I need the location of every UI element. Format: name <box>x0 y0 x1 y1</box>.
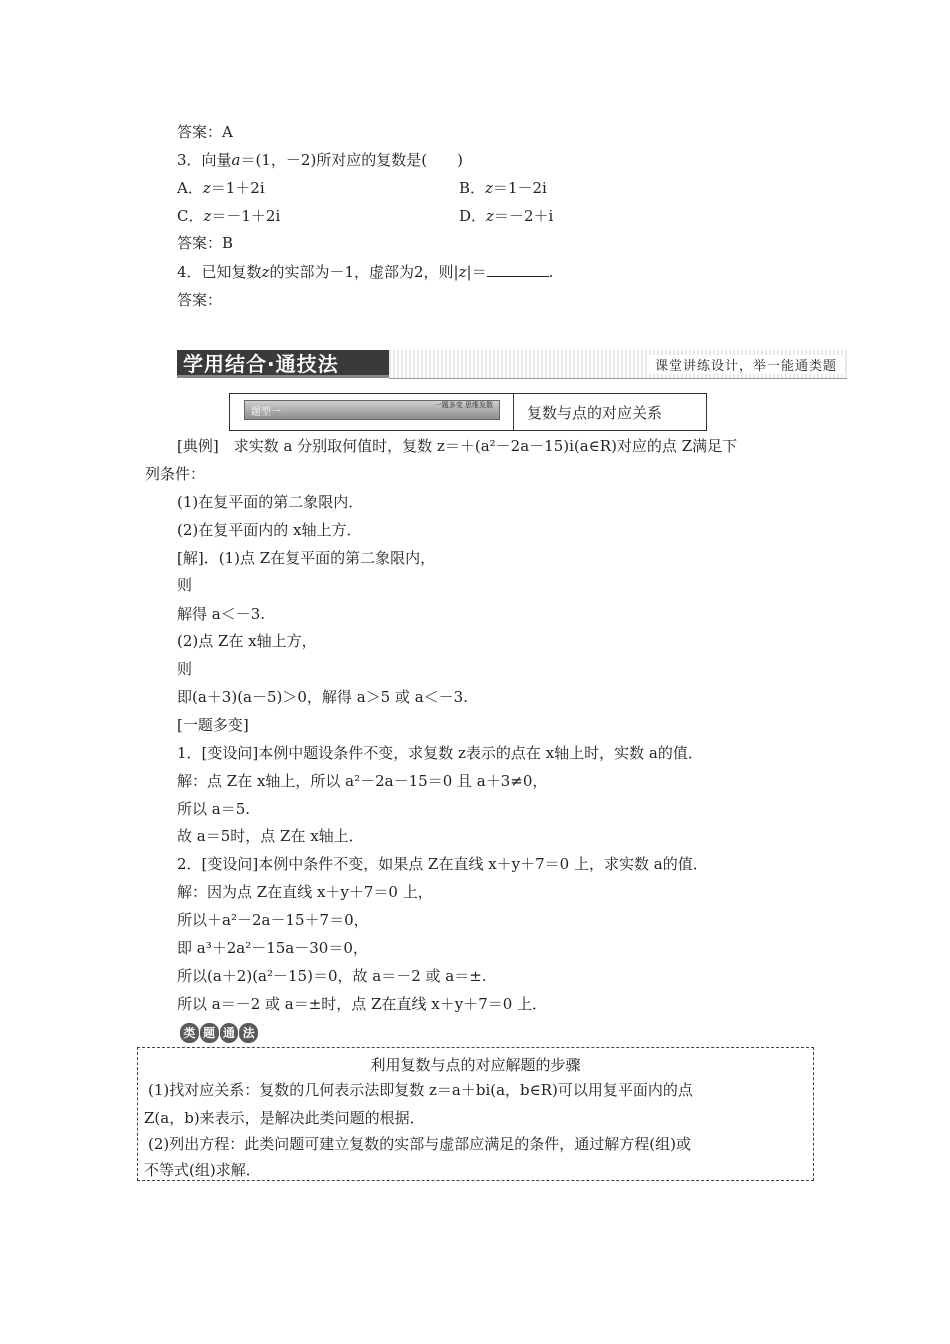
condition-2: (2)在复平面内的 x轴上方． <box>177 521 362 539</box>
opt-a-rest: ＝1＋2i <box>210 179 265 197</box>
example-line-2: 列条件： <box>145 465 206 483</box>
topic-divider <box>513 394 514 430</box>
option-c <box>177 206 280 226</box>
variant-1-sol-3: 故 a＝5时，点 Z在 x轴上． <box>177 827 364 845</box>
q3-text: 3．向量 <box>177 151 232 169</box>
variant-2-sol-5: 所以 a＝－2 或 a＝±时，点 Z在直线 x＋y＋7＝0 上． <box>177 995 548 1013</box>
topic-title: 复数与点的对应关系 <box>527 404 663 422</box>
opt-a-var: z <box>202 179 211 197</box>
q4-end: . <box>548 263 554 281</box>
solution-5: 则 <box>177 660 193 678</box>
opt-c-label: C． <box>177 207 204 225</box>
method-p2b: 不等式(组)求解． <box>144 1161 261 1179</box>
badge-char-4: 法 <box>239 1023 258 1043</box>
banner-stripe <box>389 350 847 379</box>
opt-d-rest: ＝－2＋i <box>493 207 554 225</box>
variants-heading: [一题多变] <box>177 716 249 734</box>
opt-c-var: z <box>203 207 212 225</box>
answer-blank <box>487 262 549 277</box>
variant-2-sol-2: 所以＋a²－2a－15＋7＝0， <box>177 911 369 929</box>
q4-b: 的实部为－1，虚部为2，则| <box>269 263 459 281</box>
topic-tag-note: 一题多变 思维发散 <box>434 401 493 409</box>
variant-1-sol-1: 解：点 Z在 x轴上，所以 a²－2a－15＝0 且 a＋3≠0， <box>177 772 548 790</box>
question-3 <box>177 150 463 170</box>
opt-d-label: D． <box>459 207 487 225</box>
method-p2a: (2)列出方程：此类问题可建立复数的实部与虚部应满足的条件，通过解方程(组)或 <box>148 1135 691 1153</box>
solution-3: 解得 a＜－3. <box>177 605 266 623</box>
opt-d-var: z <box>486 207 494 225</box>
example-line-1: [典例] 求实数 a 分别取何值时，复数 z＝＋(a²－2a－15)i(a∈R)对应的点 Z满足下 <box>177 437 738 455</box>
opt-b-var: z <box>485 179 493 197</box>
variant-2-sol-4: 所以(a＋2)(a²－15)＝0，故 a＝－2 或 a＝±. <box>177 967 487 985</box>
method-badge <box>180 1023 258 1043</box>
solution-6: 即(a＋3)(a－5)＞0，解得 a＞5 或 a＜－3. <box>177 688 468 706</box>
badge-char-1: 类 <box>180 1023 199 1043</box>
variant-2: 2．[变设问]本例中条件不变，如果点 Z在直线 x＋y＋7＝0 上，求实数 a的值． <box>177 855 708 873</box>
solution-2: 则 <box>177 576 193 594</box>
q4-a: 4．已知复数 <box>177 263 262 281</box>
opt-b-rest: ＝1－2i <box>492 179 547 197</box>
banner-title: 学用结合·通技法 <box>177 350 389 378</box>
variant-1: 1．[变设问]本例中题设条件不变，求复数 z表示的点在 x轴上时，实数 a的值． <box>177 744 703 762</box>
condition-1: (1)在复平面的第二象限内． <box>177 493 364 511</box>
q4-c: |＝ <box>466 263 487 281</box>
option-a <box>177 178 265 198</box>
q4-var: z <box>261 263 270 281</box>
opt-a-label: A． <box>177 179 203 197</box>
option-b <box>459 178 547 198</box>
badge-char-2: 题 <box>200 1023 219 1043</box>
topic-header <box>229 393 707 431</box>
variant-2-sol-1: 解：因为点 Z在直线 x＋y＋7＝0 上， <box>177 883 433 901</box>
section-banner <box>177 350 847 380</box>
variant-1-sol-2: 所以 a＝5. <box>177 800 251 818</box>
method-p1a: (1)找对应关系：复数的几何表示法即复数 z＝a＋bi(a，b∈R)可以用复平面内的点 <box>148 1081 693 1099</box>
topic-tag <box>244 400 500 420</box>
opt-b-label: B． <box>459 179 486 197</box>
method-box <box>137 1047 814 1181</box>
method-p1b: Z(a，b)来表示，是解决此类问题的根据． <box>144 1109 425 1127</box>
banner-subtitle: 课堂讲练设计，举一能通类题 <box>649 355 843 374</box>
q3-var: a <box>231 151 241 169</box>
solution-1: [解]．(1)点 Z在复平面的第二象限内， <box>177 549 436 567</box>
method-title: 利用复数与点的对应解题的步骤 <box>370 1056 581 1074</box>
variant-2-sol-3: 即 a³＋2a²－15a－30＝0， <box>177 939 368 957</box>
answer-2: 答案：A <box>177 123 233 141</box>
opt-c-rest: ＝－1＋2i <box>211 207 281 225</box>
answer-4: 答案： <box>177 291 223 309</box>
answer-3: 答案：B <box>177 234 234 252</box>
solution-4: (2)点 Z在 x轴上方， <box>177 632 317 650</box>
topic-tag-label: 题型一 <box>251 407 281 418</box>
q3-rest: ＝(1，－2)所对应的复数是( ) <box>240 151 463 169</box>
badge-char-3: 通 <box>220 1023 239 1043</box>
question-4 <box>177 262 553 282</box>
q4-var2: z <box>458 263 467 281</box>
option-d <box>459 206 553 226</box>
